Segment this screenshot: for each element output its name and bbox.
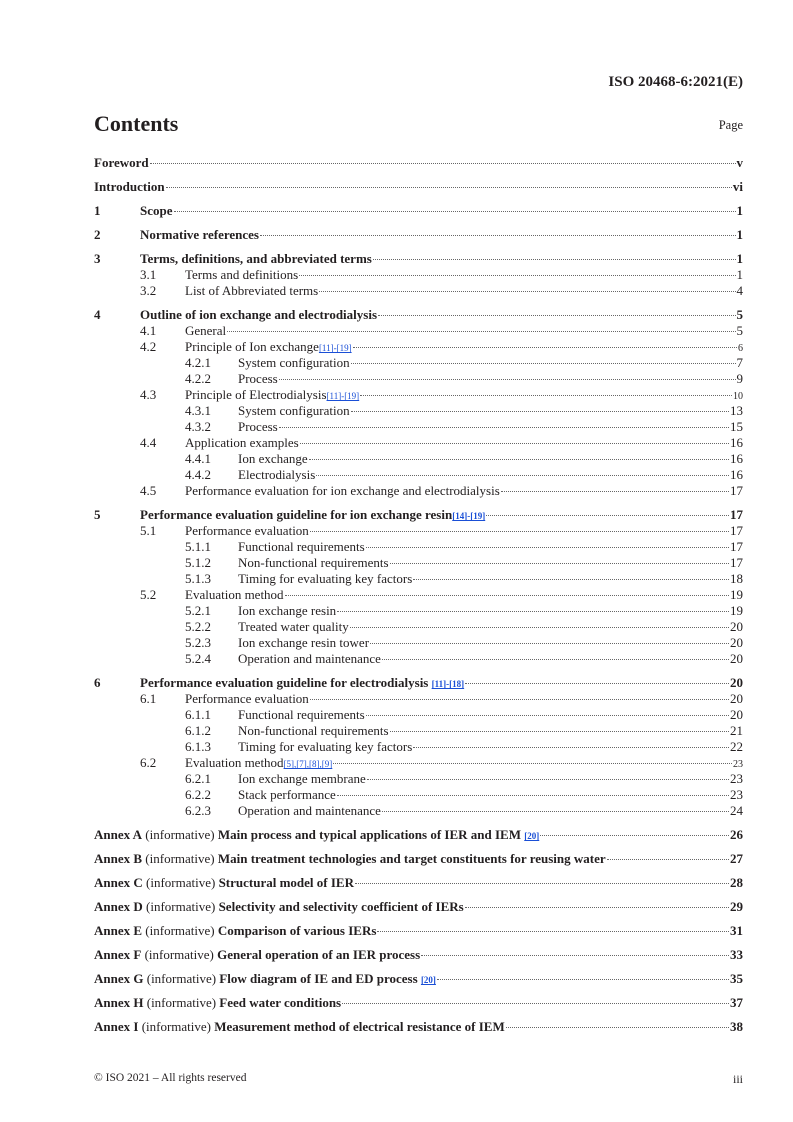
toc-entry-title: Non-functional requirements [238,555,389,570]
toc-entry-page: 7 [736,355,743,370]
dot-leader [377,931,729,932]
dot-leader [299,275,735,276]
dot-leader [309,459,729,460]
dot-leader [390,731,729,732]
toc-entry-title: Terms and definitions [185,267,299,282]
toc-entry-page: 23 [730,771,743,786]
toc-entry-title: General operation of an IER process [217,947,421,962]
toc-entry-number: Annex A [94,827,143,842]
toc-entry-page: 17 [730,523,743,538]
toc-entry-page: 23 [730,787,743,802]
toc-entry-page: 29 [730,899,743,914]
dot-leader [351,411,729,412]
reference-link[interactable]: [11]-[19] [318,343,352,353]
toc-entry[interactable] [94,947,743,963]
toc-entry[interactable] [94,539,743,555]
toc-entry[interactable] [94,619,743,635]
toc-entry-number: 6.2.2 [185,787,211,802]
toc-entry-title: Selectivity and selectivity coefficient of IERs [218,899,464,914]
toc-entry-number: 4.1 [140,323,157,338]
toc-entry-page: 20 [730,691,743,706]
toc-entry-number: Annex E [94,923,143,938]
page-column-label: Page [718,118,743,132]
toc-entry-number: 6 [94,675,101,690]
toc-entry-page: 1 [736,251,743,266]
table-of-contents [94,155,743,1035]
toc-entry-title: System configuration [238,355,350,370]
toc-entry[interactable] [94,739,743,755]
toc-entry-page: 1 [736,267,743,282]
toc-entry-title: Timing for evaluating key factors [238,739,413,754]
toc-entry[interactable] [94,403,743,419]
toc-entry-number: 5.1.2 [185,555,211,570]
reference-link[interactable]: [14]-[19] [452,511,486,521]
toc-entry-title: Comparison of various IERs [217,923,377,938]
toc-entry-title: Performance evaluation guideline for electrodialysis [140,675,432,690]
toc-entry-title: Stack performance [238,787,336,802]
toc-entry-title: Functional requirements [238,707,365,722]
toc-entry-page: 15 [730,419,743,434]
toc-entry-page: 23 [733,759,743,770]
toc-entry-title: Feed water conditions [219,995,342,1010]
dot-leader [465,907,729,908]
toc-entry-number: 5.1.1 [185,539,211,554]
toc-entry-number: 6.1 [140,691,157,706]
toc-entry-page: 5 [736,323,743,338]
toc-entry-title: Operation and maintenance [238,651,381,666]
toc-entry-title: Performance evaluation guideline for ion exchange resin [140,507,453,522]
dot-leader [378,315,735,316]
toc-entry-page: 9 [736,371,743,386]
toc-entry-page: 16 [730,451,743,466]
dot-leader [437,979,729,980]
toc-entry-page: 4 [736,283,743,298]
toc-entry-number: 4.3.1 [185,403,211,418]
toc-entry[interactable] [94,419,743,435]
dot-leader [382,811,729,812]
toc-entry-title: List of Abbreviated terms [185,283,319,298]
toc-entry-title: Evaluation method [185,755,284,770]
toc-entry[interactable] [94,371,743,387]
toc-entry-page: 20 [730,707,743,722]
dot-leader [227,331,735,332]
toc-entry-annex-type: (informative) [142,899,219,914]
toc-entry[interactable] [94,787,743,803]
toc-entry[interactable] [94,435,743,451]
toc-entry-page: 17 [730,539,743,554]
toc-entry-page: 38 [730,1019,743,1034]
toc-entry-page: 21 [730,723,743,738]
dot-leader [174,211,736,212]
toc-entry-title: Flow diagram of IE and ED process [219,971,421,986]
toc-entry[interactable] [94,875,743,891]
toc-entry-number: 5.1 [140,523,157,538]
toc-entry-page: 20 [730,675,743,690]
toc-entry-number: Annex B [94,851,143,866]
toc-entry-title: Foreword [94,155,149,170]
toc-entry-page: 5 [736,307,743,322]
toc-entry-title: Non-functional requirements [238,723,389,738]
toc-entry[interactable] [94,323,743,339]
toc-entry-title: Main treatment technologies and target constituents for reusing water [217,851,606,866]
reference-link[interactable]: [11]-[19] [326,391,360,401]
dot-leader [413,579,729,580]
toc-entry-number: 1 [94,203,101,218]
dot-leader [279,379,736,380]
toc-entry-title: Principle of Ion exchange [185,339,319,354]
toc-entry-number: 6.1.1 [185,707,211,722]
dot-leader [342,1003,729,1004]
toc-entry-number: Annex I [94,1019,139,1034]
toc-entry-title: Normative references [140,227,259,242]
toc-entry-page: 19 [730,587,743,602]
dot-leader [350,627,729,628]
toc-entry-title: Ion exchange membrane [238,771,366,786]
toc-entry-annex-type: (informative) [142,827,218,842]
toc-entry[interactable] [94,179,743,195]
toc-entry-title: Process [238,371,278,386]
dot-leader [370,643,729,644]
dot-leader [366,715,729,716]
toc-entry-title: Performance evaluation for ion exchange and electrodialysis [185,483,500,498]
toc-entry-title: Scope [140,203,173,218]
page-number: iii [732,1072,743,1086]
toc-entry-annex-type: (informative) [143,995,220,1010]
toc-entry-number: 3.2 [140,283,157,298]
toc-entry[interactable] [94,651,743,667]
toc-entry[interactable] [94,587,743,603]
toc-entry[interactable] [94,691,743,707]
toc-entry-page: 1 [736,227,743,242]
copyright-footer: © ISO 2021 – All rights reserved [94,1072,247,1084]
toc-entry[interactable] [94,603,743,619]
toc-entry-title: Functional requirements [238,539,365,554]
toc-entry-title: Introduction [94,179,165,194]
toc-entry-number: 5 [94,507,101,522]
dot-leader [166,187,732,188]
toc-entry-number: Annex F [94,947,142,962]
toc-entry[interactable] [94,483,743,499]
toc-entry-page: 16 [730,435,743,450]
dot-leader [367,779,729,780]
toc-entry-number: 4.4 [140,435,157,450]
toc-entry[interactable] [94,1019,743,1035]
toc-entry-number: 4.2.1 [185,355,211,370]
dot-leader [413,747,729,748]
document-id: ISO 20468-6:2021(E) [608,74,743,90]
toc-entry-page: 37 [730,995,743,1010]
dot-leader [300,443,729,444]
toc-entry-title: Ion exchange resin tower [238,635,370,650]
toc-entry-number: 2 [94,227,101,242]
toc-entry-annex-type: (informative) [138,1019,215,1034]
toc-entry[interactable] [94,707,743,723]
toc-entry-page: 31 [730,923,743,938]
toc-entry-number: 5.2.1 [185,603,211,618]
toc-entry-page: 24 [730,803,743,818]
toc-entry-page: 16 [730,467,743,482]
toc-entry-page: 19 [730,603,743,618]
toc-entry-title: Outline of ion exchange and electrodialysis [140,307,378,322]
toc-entry-title: Timing for evaluating key factors [238,571,413,586]
dot-leader [465,683,729,684]
toc-entry[interactable] [94,723,743,739]
toc-entry-page: vi [732,179,743,194]
toc-entry-page: v [736,155,743,170]
toc-entry-number: Annex C [94,875,143,890]
toc-entry[interactable] [94,755,743,771]
toc-entry-page: 1 [736,203,743,218]
dot-leader [351,363,736,364]
toc-entry-title: Structural model of IER [218,875,354,890]
toc-entry-title: Terms, definitions, and abbreviated terms [140,251,372,266]
toc-entry-number: Annex H [94,995,144,1010]
reference-link[interactable]: [20] [420,975,436,985]
toc-entry[interactable] [94,451,743,467]
toc-entry[interactable] [94,251,743,267]
toc-entry[interactable] [94,803,743,819]
dot-leader [390,563,729,564]
toc-entry-title: Process [238,419,278,434]
toc-entry-number: Annex D [94,899,143,914]
toc-entry-page: 33 [730,947,743,962]
toc-entry-annex-type: (informative) [142,875,219,890]
toc-entry-page: 18 [730,571,743,586]
toc-entry[interactable] [94,851,743,867]
toc-entry-page: 20 [730,635,743,650]
toc-entry-title: General [185,323,227,338]
toc-entry-title: Operation and maintenance [238,803,381,818]
toc-entry[interactable] [94,571,743,587]
toc-entry-number: 4.4.1 [185,451,211,466]
toc-entry-page: 22 [730,739,743,754]
toc-entry-annex-type: (informative) [142,851,218,866]
toc-entry-annex-type: (informative) [143,971,220,986]
dot-leader [501,491,729,492]
dot-leader [366,547,729,548]
toc-entry-page: 26 [730,827,743,842]
dot-leader [316,475,729,476]
toc-entry[interactable] [94,971,743,987]
toc-entry[interactable] [94,387,743,403]
dot-leader [353,347,737,348]
toc-entry[interactable] [94,355,743,371]
toc-entry-page: 17 [730,483,743,498]
dot-leader [150,163,736,164]
toc-entry[interactable] [94,339,743,355]
toc-entry[interactable] [94,635,743,651]
toc-entry-title: Ion exchange [238,451,308,466]
dot-leader [279,427,729,428]
toc-entry-page: 17 [730,507,743,522]
toc-entry-number: 3 [94,251,101,266]
toc-entry-number: 4.3 [140,387,157,402]
toc-entry[interactable] [94,227,743,243]
dot-leader [337,795,729,796]
toc-entry-title: Measurement method of electrical resistance of IEM [214,1019,505,1034]
toc-entry-number: 6.1.2 [185,723,211,738]
toc-entry-number: 4 [94,307,101,322]
dot-leader [337,611,729,612]
toc-entry-annex-type: (informative) [141,947,218,962]
toc-entry-annex-type: (informative) [142,923,218,938]
toc-entry-number: 5.1.3 [185,571,211,586]
dot-leader [486,515,729,516]
toc-entry-title: Performance evaluation [185,691,309,706]
toc-entry[interactable] [94,155,743,171]
toc-entry-page: 10 [733,391,743,402]
toc-entry[interactable] [94,675,743,691]
toc-entry-number: 6.2.1 [185,771,211,786]
toc-entry-title: Ion exchange resin [238,603,337,618]
toc-entry[interactable] [94,555,743,571]
dot-leader [373,259,736,260]
toc-entry-page: 6 [738,343,743,354]
toc-entry-number: 6.2 [140,755,157,770]
toc-entry-number: 6.2.3 [185,803,211,818]
dot-leader [310,531,729,532]
toc-entry-page: 35 [730,971,743,986]
dot-leader [310,699,729,700]
dot-leader [360,395,732,396]
toc-entry[interactable] [94,283,743,299]
toc-entry[interactable] [94,923,743,939]
dot-leader [540,835,729,836]
toc-entry-page: 13 [730,403,743,418]
toc-entry-title: Main process and typical applications of IER and IEM [217,827,525,842]
toc-entry-title: Evaluation method [185,587,284,602]
toc-entry-number: 4.5 [140,483,157,498]
toc-entry-number: 4.4.2 [185,467,211,482]
toc-entry-number: 5.2.2 [185,619,211,634]
toc-entry-number: 5.2.4 [185,651,211,666]
toc-entry[interactable] [94,467,743,483]
dot-leader [607,859,729,860]
dot-leader [319,291,735,292]
toc-entry-number: Annex G [94,971,144,986]
reference-link[interactable]: [11]-[18] [431,679,465,689]
toc-entry-number: 3.1 [140,267,157,282]
toc-entry-title: Electrodialysis [238,467,316,482]
toc-entry[interactable] [94,307,743,323]
toc-entry[interactable] [94,899,743,915]
toc-entry-number: 5.2.3 [185,635,211,650]
toc-entry-title: Principle of Electrodialysis [185,387,327,402]
dot-leader [333,763,732,764]
toc-entry-number: 4.2.2 [185,371,211,386]
toc-entry[interactable] [94,203,743,219]
toc-entry[interactable] [94,827,743,843]
toc-entry-number: 6.1.3 [185,739,211,754]
page-title: Contents [94,111,179,136]
toc-entry-page: 28 [730,875,743,890]
toc-entry-title: Performance evaluation [185,523,309,538]
toc-entry-title: Treated water quality [238,619,349,634]
toc-entry-page: 20 [730,651,743,666]
dot-leader [355,883,729,884]
toc-entry[interactable] [94,995,743,1011]
reference-link[interactable]: [5],[7],[8],[9] [283,759,333,769]
toc-entry[interactable] [94,771,743,787]
toc-entry-number: 4.2 [140,339,157,354]
toc-entry[interactable] [94,507,743,523]
dot-leader [421,955,729,956]
toc-entry-title: Application examples [185,435,299,450]
toc-entry-page: 20 [730,619,743,634]
dot-leader [506,1027,729,1028]
toc-entry-title: System configuration [238,403,350,418]
dot-leader [285,595,729,596]
toc-entry-number: 4.3.2 [185,419,211,434]
dot-leader [260,235,736,236]
toc-entry[interactable] [94,523,743,539]
toc-entry-page: 27 [730,851,743,866]
toc-entry-page: 17 [730,555,743,570]
toc-entry-number: 5.2 [140,587,157,602]
dot-leader [382,659,729,660]
reference-link[interactable]: [20] [524,831,540,841]
toc-entry[interactable] [94,267,743,283]
